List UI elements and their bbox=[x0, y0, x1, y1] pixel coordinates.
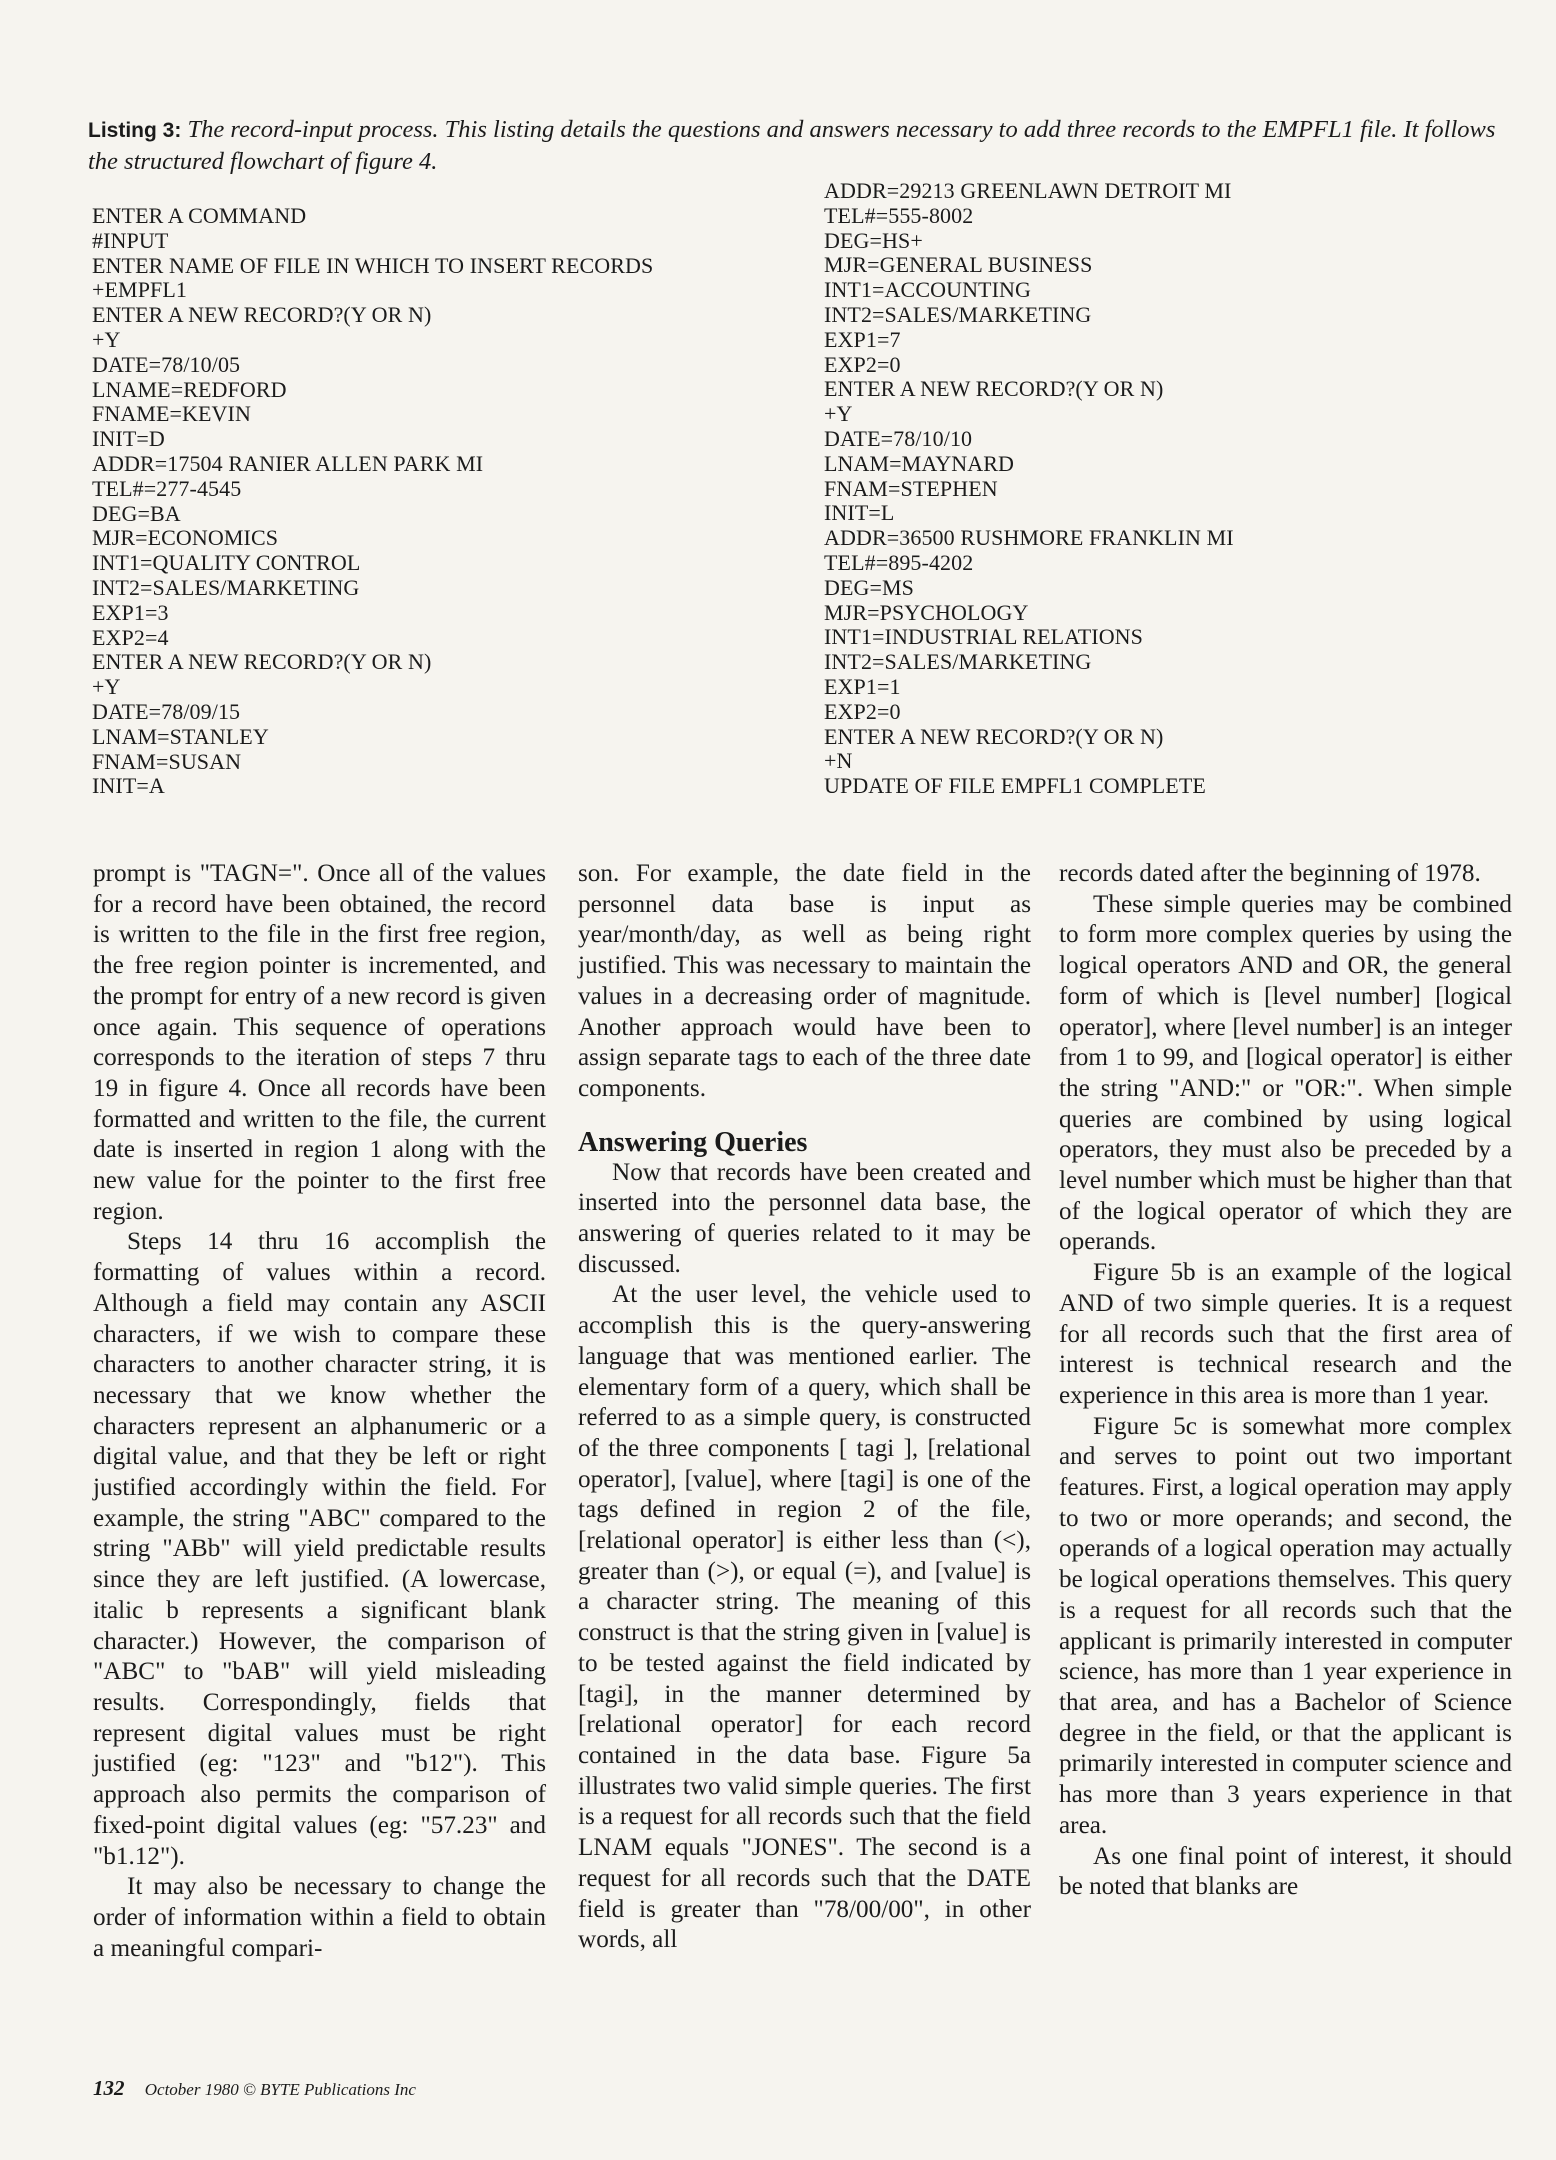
publication-line: October 1980 © BYTE Publications Inc bbox=[144, 2080, 416, 2099]
listing-line: DEG=HS+ bbox=[824, 227, 923, 253]
listing-line: INT1=INDUSTRIAL RELATIONS bbox=[824, 624, 1144, 650]
body-column-1 bbox=[93, 859, 546, 1964]
paragraph: prompt is "TAGN=". Once all of the values for a record have been obtained, the record is written to the file in the first free region, the free region pointer is incremented, and the prompt for entry of a new record is given once again. This sequence of operations corresponds to the iteration of steps 7 thru 19 in figure 4. Once all records have been formatted and written to the file, the current date is inserted in region 1 along with the new value for the pointer to the first free region. bbox=[93, 860, 546, 1225]
body-column-2 bbox=[578, 859, 1031, 1956]
listing-line: DATE=78/09/15 bbox=[92, 698, 241, 724]
listing-line: LNAM=MAYNARD bbox=[824, 450, 1015, 476]
listing-line: EXP1=3 bbox=[92, 599, 169, 625]
listing-line: ADDR=29213 GREENLAWN DETROIT MI bbox=[824, 178, 1232, 203]
listing-left-column bbox=[92, 204, 653, 799]
listing-line: +Y bbox=[92, 674, 121, 700]
listing-line: FNAM=SUSAN bbox=[92, 748, 242, 774]
listing-line: INT2=SALES/MARKETING bbox=[824, 649, 1092, 675]
listing-line: MJR=GENERAL BUSINESS bbox=[824, 252, 1093, 278]
paragraph: These simple queries may be combined to form more complex queries by using the logical operators AND and OR, the general form of which is [level number] [logical operator], where [level number] is an integer from 1 to 99, and [logical operator] is either the string "AND:" or "OR:". When simple queries are combined by using logical operators, they must also be preceded by a level number which must be higher than that of the logical operator of which they are operands. bbox=[1059, 890, 1512, 1256]
caption-text: The record-input process. This listing details the questions and answers necessary to add three records to the EMPFL1 file. It follows the structured flowchart of figure 4. bbox=[88, 116, 1496, 175]
listing-line: ENTER NAME OF FILE IN WHICH TO INSERT RECORDS bbox=[92, 252, 654, 278]
listing-line: EXP2=0 bbox=[824, 351, 901, 377]
listing-line: DEG=BA bbox=[92, 500, 181, 526]
listing-line: +Y bbox=[92, 326, 121, 352]
paragraph: records dated after the beginning of 1978. bbox=[1059, 860, 1481, 887]
paragraph: Figure 5c is somewhat more complex and serves to point out two important features. First, a logical operation may apply to two or more operands; and second, the operands of a logical operation may actually be logical operations themselves. This query is a request for all records such that the applicant is primarily interested in computer science, has more than 1 year experience in that area, and has a Bachelor of Science degree in the field, or that the applicant is primarily interested in computer science and has more than 3 years experience in that area. bbox=[1059, 1412, 1512, 1839]
listing-line: EXP1=7 bbox=[824, 326, 901, 352]
listing-line: FNAME=KEVIN bbox=[92, 401, 251, 427]
paragraph: At the user level, the vehicle used to accomplish this is the query-answering language that was mentioned earlier. The elementary form of a query, which shall be referred to as a simple query, is constructed of the three components [ tagi ], [relational operator], [value], where [tagi] is one of the tags defined in region 2 of the file, [relational operator] is either less than (<), greater than (>), or equal (=), and [value] is a character string. The meaning of this construct is that the string given in [value] is to be tested against the field indicated by [tagi], in the manner determined by [relational operator] for each record contained in the data base. Figure 5a illustrates two valid simple queries. The first is a request for all records such that the field LNAM equals "JONES". The second is a request for all records such that the DATE field is greater than "78/00/00", in other words, all bbox=[578, 1281, 1031, 1954]
body-column-3 bbox=[1059, 859, 1512, 1903]
listing-line: INT2=SALES/MARKETING bbox=[92, 574, 360, 600]
listing-line: ADDR=36500 RUSHMORE FRANKLIN MI bbox=[824, 525, 1234, 551]
listing-line: FNAM=STEPHEN bbox=[824, 475, 998, 501]
listing-line: ENTER A NEW RECORD?(Y OR N) bbox=[824, 376, 1164, 402]
listing-line: INT1=QUALITY CONTROL bbox=[92, 550, 361, 576]
listing-line: ENTER A NEW RECORD?(Y OR N) bbox=[92, 302, 432, 328]
listing-line: +Y bbox=[824, 401, 853, 427]
listing-line: ENTER A NEW RECORD?(Y OR N) bbox=[824, 723, 1164, 749]
listing-line: ENTER A NEW RECORD?(Y OR N) bbox=[92, 649, 432, 675]
paragraph: Now that records have been created and inserted into the personnel data base, the answering of queries related to it may be discussed. bbox=[578, 1158, 1031, 1278]
listing-line: #INPUT bbox=[92, 227, 169, 253]
paragraph: As one final point of interest, it should be noted that blanks are bbox=[1059, 1842, 1512, 1901]
listing-line: LNAME=REDFORD bbox=[92, 376, 287, 402]
page-number: 132 bbox=[93, 2076, 125, 2100]
listing-line: TEL#=895-4202 bbox=[824, 549, 974, 575]
caption-label: Listing 3: bbox=[88, 119, 182, 142]
listing-line: INIT=A bbox=[92, 773, 165, 799]
listing-line: INIT=L bbox=[824, 500, 895, 526]
listing-line: LNAM=STANLEY bbox=[92, 723, 269, 749]
listing-line: TEL#=555-8002 bbox=[824, 202, 974, 228]
listing-line: INT2=SALES/MARKETING bbox=[824, 301, 1092, 327]
paragraph: It may also be necessary to change the order of information within a field to obtain a meaningful compari- bbox=[93, 1873, 546, 1962]
listing-line: ENTER A COMMAND bbox=[92, 203, 307, 228]
listing-right-column bbox=[824, 179, 1234, 799]
listing-line: TEL#=277-4545 bbox=[92, 475, 242, 501]
listing-caption bbox=[88, 114, 1498, 177]
listing-line: EXP1=1 bbox=[824, 673, 901, 699]
listing-line: ADDR=17504 RANIER ALLEN PARK MI bbox=[92, 450, 484, 476]
listing-line: INIT=D bbox=[92, 426, 165, 452]
listing-line: +N bbox=[824, 748, 853, 774]
section-heading: Answering Queries bbox=[578, 1126, 808, 1158]
paragraph: Steps 14 thru 16 accomplish the formatting of values within a record. Although a field may contain any ASCII characters, if we wish to compare these characters to another character string, it is necessary that we know whether the characters represent an alphanumeric or a digital value, and that they be left or right justified accordingly within the field. For example, the string "ABC" compared to the string "ABb" will yield predictable results since they are left justified. (A lowercase, italic b represents a significant blank character.) However, the comparison of "ABC" to "bAB" will yield misleading results. Correspondingly, fields that represent digital values must be right justified (eg: "123" and "b12"). This approach also permits the comparison of fixed-point digital values (eg: "57.23" and "b1.12"). bbox=[93, 1228, 546, 1870]
listing-line: MJR=ECONOMICS bbox=[92, 525, 279, 551]
listing-line: DATE=78/10/05 bbox=[92, 351, 241, 377]
paragraph: Figure 5b is an example of the logical AND of two simple queries. It is a request for all records such that the first area of interest is technical research and the experience in this area is more than 1 year. bbox=[1059, 1259, 1512, 1409]
listing-line: DEG=MS bbox=[824, 574, 915, 600]
listing-line: EXP2=0 bbox=[824, 698, 901, 724]
listing-line: DATE=78/10/10 bbox=[824, 425, 973, 451]
listing-line: INT1=ACCOUNTING bbox=[824, 277, 1031, 303]
listing-line: +EMPFL1 bbox=[92, 277, 188, 303]
listing-line: EXP2=4 bbox=[92, 624, 169, 650]
page-footer bbox=[93, 2076, 416, 2101]
listing-line: UPDATE OF FILE EMPFL1 COMPLETE bbox=[824, 773, 1206, 799]
listing-line: MJR=PSYCHOLOGY bbox=[824, 599, 1029, 625]
paragraph: son. For example, the date field in the personnel data base is input as year/month/day, as well as being right justified. This was necessary to maintain the values in a decreasing order of magnitude. Another approach would have been to assign separate tags to each of the three date components. bbox=[578, 860, 1031, 1102]
